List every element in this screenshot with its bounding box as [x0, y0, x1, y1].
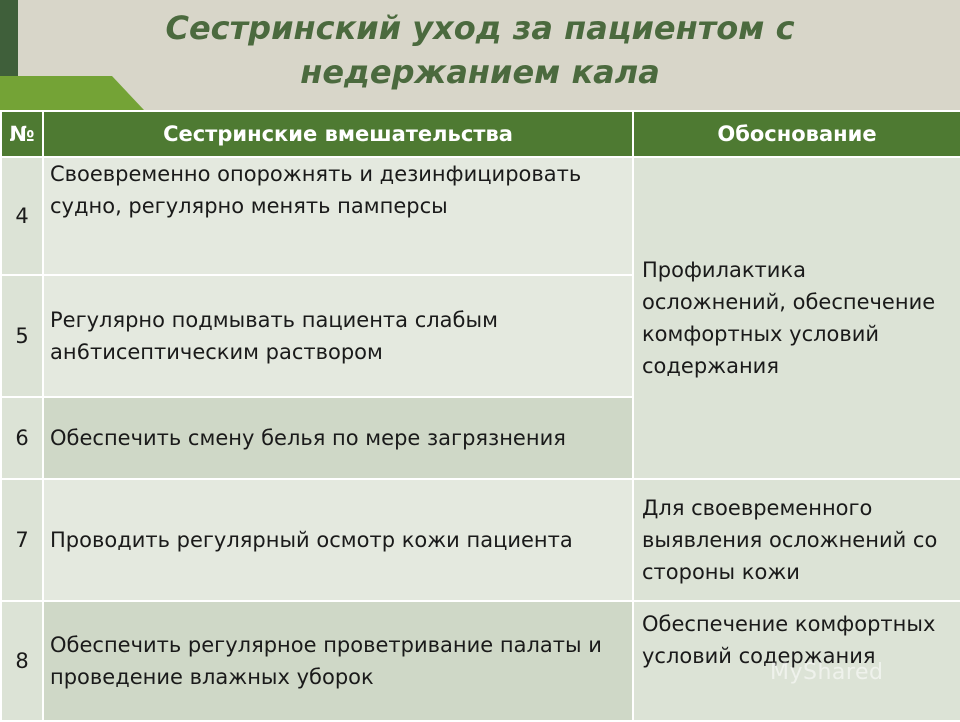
row-number: 5: [1, 275, 43, 397]
table-header-row: [1, 111, 960, 157]
intervention-text: Обеспечить регулярное проветривание палаты и проведение влажных уборок: [43, 601, 633, 721]
slide-title-line-2: недержанием кала: [300, 53, 660, 91]
slide-title-line-1: Сестринский уход за пациентом с: [165, 9, 795, 47]
intervention-text: Своевременно опорожнять и дезинфицировать судно, регулярно менять памперсы: [43, 157, 633, 275]
decorative-left-bar: [0, 0, 18, 76]
row-number: 8: [1, 601, 43, 721]
rationale-text: Обеспечение комфортных условий содержания: [633, 601, 960, 721]
interventions-table: [0, 110, 960, 722]
row-number: 4: [1, 157, 43, 275]
slide-title: [40, 6, 920, 94]
row-number: 6: [1, 397, 43, 479]
header-rationale: Обоснование: [633, 111, 960, 157]
watermark-logo: MyShared: [770, 660, 884, 685]
table-row: [1, 479, 960, 601]
rationale-text: Для своевременного выявления осложнений со стороны кожи: [633, 479, 960, 601]
rationale-text: Профилактика осложнений, обеспечение комфортных условий содержания: [633, 157, 960, 479]
header-interventions: Сестринские вмешательства: [43, 111, 633, 157]
header-number: №: [1, 111, 43, 157]
row-number: 7: [1, 479, 43, 601]
table-row: [1, 157, 960, 275]
intervention-text: Обеспечить смену белья по мере загрязнения: [43, 397, 633, 479]
intervention-text: Регулярно подмывать пациента слабым ан6тисептическим раствором: [43, 275, 633, 397]
intervention-text: Проводить регулярный осмотр кожи пациента: [43, 479, 633, 601]
